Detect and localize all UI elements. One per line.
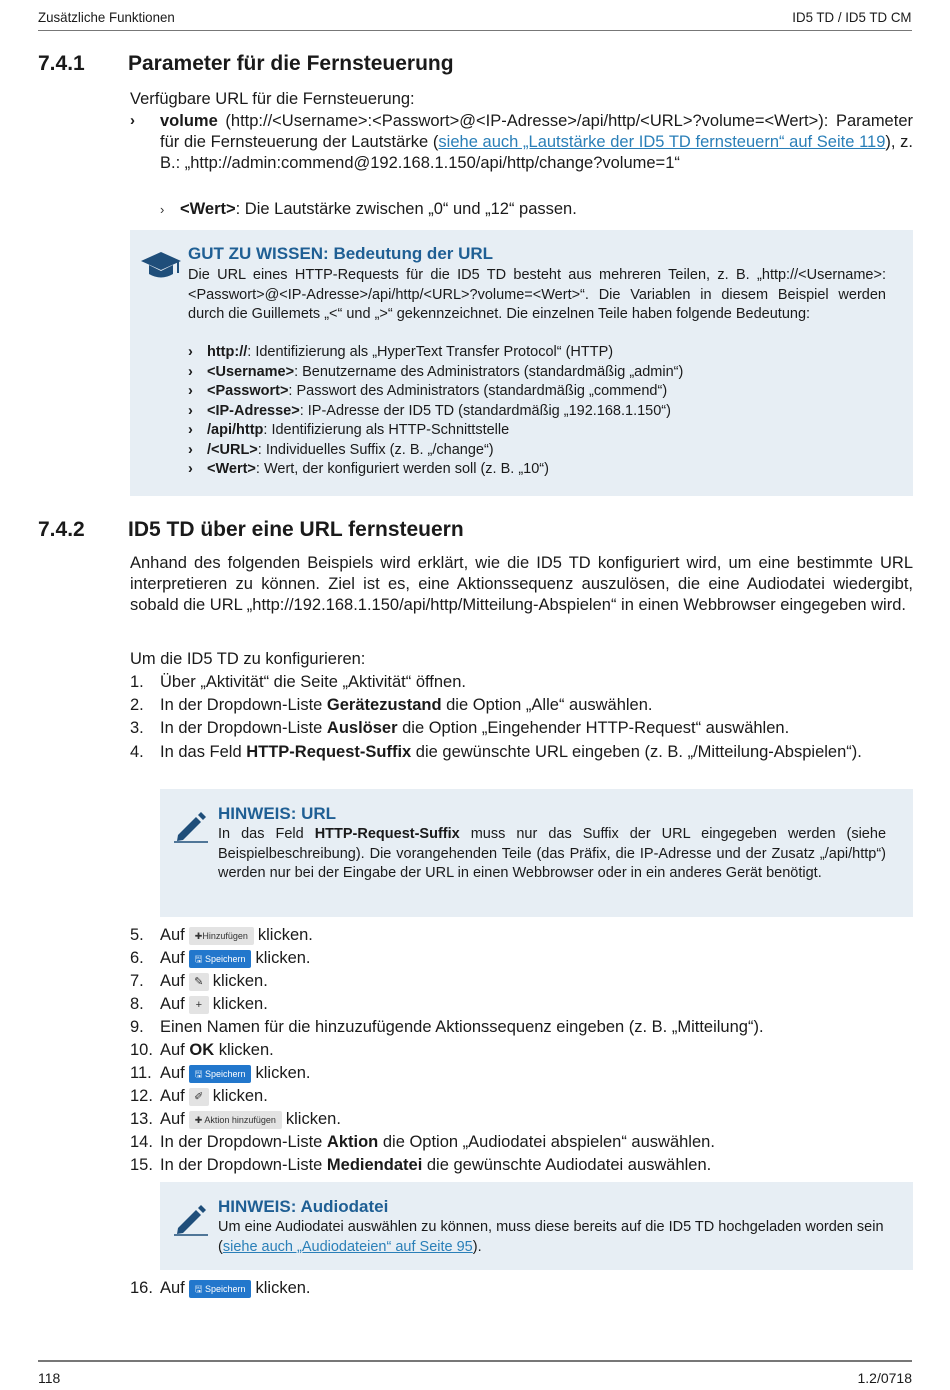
list-item: › http://: Identifizierung als „HyperText Transfer Protocol“ (HTTP) (188, 344, 614, 360)
list-item: › <Username>: Benutzername des Administrators (standardmäßig „admin“) (188, 364, 684, 380)
box-text: Die URL eines HTTP-Requests für die ID5 TD besteht aus mehreren Teilen, z. B. „http://<Username>:<Passwort>@<IP-Adresse>/api/http/<URL>?volume=<Wert>“. Die Variablen in diesem Beispiel werden durch die Guillemets „<“ und „>“ gekennzeichnet. Die einzelnen Teile haben folgende Bedeutung: (188, 267, 886, 322)
step-9: 9. Einen Namen für die hinzuzufügende Aktionssequenz eingeben (z. B. „Mitteilung“). (130, 1018, 764, 1036)
volume-bullet (160, 111, 913, 174)
step-3: 3. In der Dropdown-Liste Auslöser die Option „Eingehender HTTP-Request“ auswählen. (130, 719, 790, 737)
save-button[interactable]: 🖫 Speichern (189, 1280, 252, 1298)
step-10: 10. Auf OK klicken. (130, 1041, 274, 1059)
volume-example: ), z. B.: „http://admin:commend@192.168.1.150/api/http/change?volume=1“ (160, 133, 914, 172)
step-2: 2. In der Dropdown-Liste Gerätezustand die Option „Alle“ auswählen. (130, 696, 653, 714)
step-13: 13. Auf ✚ Aktion hinzufügen klicken. (130, 1110, 341, 1128)
bullet-arrow-icon: › (130, 112, 135, 129)
pencil-icon (174, 1202, 208, 1236)
wert-sub-bullet (180, 199, 577, 220)
page-number: 118 (38, 1370, 61, 1386)
step-8: 8. Auf + klicken. (130, 995, 268, 1013)
header-chapter: Zusätzliche Funktionen (38, 9, 175, 25)
section-title: ID5 TD über eine URL fernsteuern (128, 518, 464, 541)
page-footer (38, 1360, 912, 1390)
edit-pencil-icon[interactable]: ✎ (189, 973, 209, 991)
note-url-box (160, 789, 913, 917)
box-title: HINWEIS: Audiodatei (218, 1197, 389, 1216)
wert-desc: : Die Lautstärke zwischen „0“ und „12“ passen. (235, 200, 577, 218)
step-15: 15. In der Dropdown-Liste Mediendatei die gewünschte Audiodatei auswählen. (130, 1156, 712, 1174)
section-title: Parameter für die Fernsteuerung (128, 52, 454, 75)
audio-link[interactable]: siehe auch „Audiodateien“ auf Seite 95 (222, 1238, 473, 1255)
step-4: In das Feld HTTP-Request-Suffix die gewünschte URL eingeben (z. B. „/Mitteilung-Abspielen“). (160, 743, 862, 761)
list-item: › <Passwort>: Passwort des Administrators (standardmäßig „commend“) (188, 383, 668, 399)
box-title: HINWEIS: URL (218, 804, 337, 823)
save-button[interactable]: 🖫 Speichern (189, 1065, 252, 1083)
page-header (38, 0, 912, 31)
box-text: Um eine Audiodatei auswählen zu können, muss diese bereits auf die ID5 TD hochgeladen worden sein (siehe auch „Audiodateien“ auf Seite 95). (218, 1219, 884, 1255)
list-item: › <IP-Adresse>: IP-Adresse der ID5 TD (standardmäßig „192.168.1.150“) (188, 403, 671, 419)
steps-intro: Um die ID5 TD zu konfigurieren: (130, 650, 366, 668)
step-11: 11. Auf 🖫 Speichern klicken. (130, 1064, 311, 1082)
header-product: ID5 TD / ID5 TD CM (792, 9, 912, 25)
intro-text: Verfügbare URL für die Fernsteuerung: (130, 90, 415, 108)
wert-term: <Wert> (180, 200, 236, 218)
doc-version: 1.2/0718 (857, 1370, 912, 1386)
list-item: › /api/http: Identifizierung als HTTP-Schnittstelle (188, 422, 510, 438)
step-16: 16. Auf 🖫 Speichern klicken. (130, 1279, 311, 1297)
pencil-icon (174, 809, 208, 843)
wrench-icon[interactable]: ✐ (189, 1088, 209, 1106)
section-number: 7.4.1 (38, 52, 85, 75)
sub-bullet-arrow-icon: › (160, 202, 165, 217)
step-7: 7. Auf ✎ klicken. (130, 972, 268, 990)
step-14: 14. In der Dropdown-Liste Aktion die Option „Audiodatei abspielen“ auswählen. (130, 1133, 715, 1151)
description-paragraph: Anhand des folgenden Beispiels wird erklärt, wie die ID5 TD konfiguriert wird, um eine bestimmte URL interpretieren zu können. Ziel ist es, eine Aktionssequenz auszulösen, die eine Audiodatei wiedergibt, sobald die URL „http://192.168.1.150/api/http/Mitteilung-Abspielen“ in einen Webbrowser eingegeben wird. (130, 554, 913, 614)
step-6: 6. Auf 🖫 Speichern klicken. (130, 949, 311, 967)
volume-term: volume (160, 112, 218, 130)
list-item: › /<URL>: Individuelles Suffix (z. B. „/change“) (188, 442, 494, 458)
box-text: In das Feld HTTP-Request-Suffix muss nur das Suffix der URL eingegeben werden (siehe Beispielbeschreibung). Die vorangehenden Teile (das Präfix, die IP-Adresse und der Zusatz „/api/http“) werden nur bei der Eingabe der URL in einen Webbrowser oder in ein anderes Gerät benötigt. (218, 826, 887, 881)
volume-link[interactable]: siehe auch „Lautstärke der ID5 TD fernsteuern“ auf Seite 119 (438, 133, 886, 151)
add-button[interactable]: ✚Hinzufügen (189, 927, 254, 945)
volume-desc: (http://<Username>:<Passwort>@<IP-Adresse>/api/http/<URL>?volume=<Wert>): Parameter für die Fernsteuerung der Lautstärke ( (160, 112, 913, 151)
section-number: 7.4.2 (38, 518, 85, 541)
step-12: 12. Auf ✐ klicken. (130, 1087, 268, 1105)
box-title: GUT ZU WISSEN: Bedeutung der URL (188, 244, 494, 263)
add-action-button[interactable]: ✚ Aktion hinzufügen (189, 1111, 282, 1129)
step-5: 5. Auf ✚Hinzufügen klicken. (130, 926, 313, 944)
step-4-number: 4. (130, 743, 144, 761)
step-1: 1. Über „Aktivität“ die Seite „Aktivität“ öffnen. (130, 673, 466, 691)
list-item: › <Wert>: Wert, der konfiguriert werden soll (z. B. „10“) (188, 461, 549, 477)
note-audio-box (160, 1182, 913, 1270)
graduation-cap-icon (140, 250, 182, 280)
save-button[interactable]: 🖫 Speichern (189, 950, 252, 968)
good-to-know-box (130, 230, 913, 496)
plus-icon[interactable]: + (189, 996, 209, 1014)
